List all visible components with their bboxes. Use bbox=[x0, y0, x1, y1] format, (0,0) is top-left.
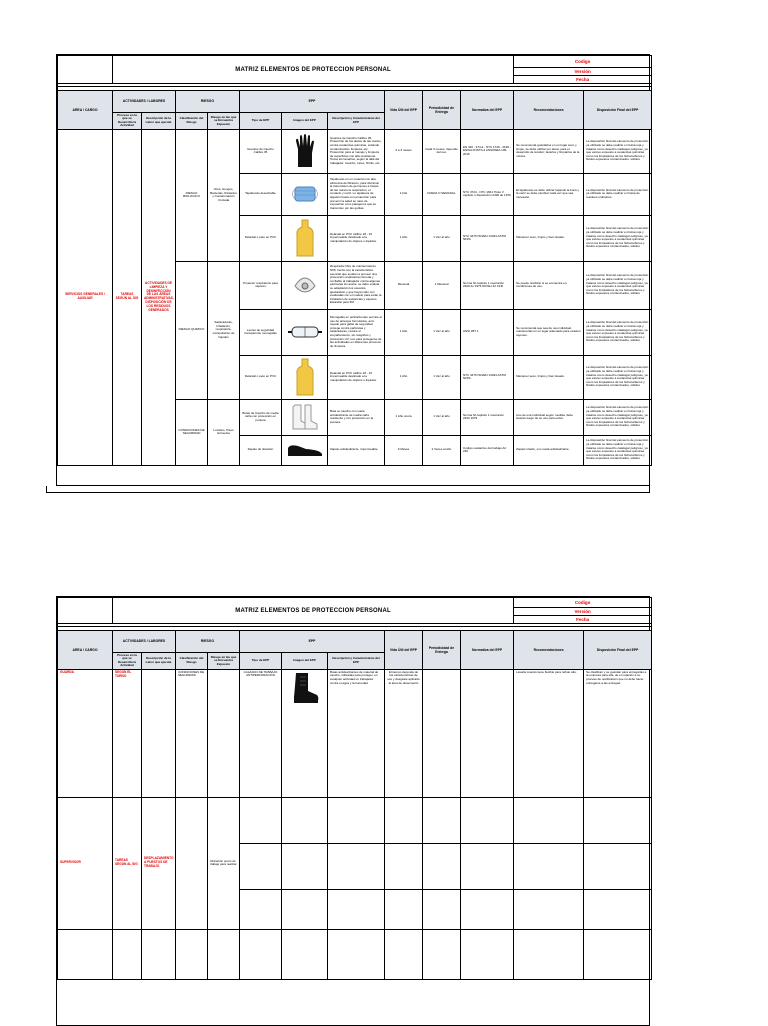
clasificacion-cell bbox=[176, 929, 208, 979]
header-periodicidad: Periodicidad de Entrega bbox=[423, 631, 461, 670]
header-tipo-epp: Tipo de EPP bbox=[240, 113, 282, 130]
table-row bbox=[58, 797, 652, 843]
tipo-epp-cell: Guantes de Caucho Calibre 35 bbox=[240, 129, 282, 173]
descripcion-epp-cell bbox=[328, 843, 385, 889]
header-normativa: Normativa del EPP bbox=[461, 631, 514, 670]
periodicidad-cell bbox=[423, 929, 461, 979]
labor-cell bbox=[142, 929, 176, 979]
header-actividades: ACTIVIDADES / LABORES bbox=[113, 631, 176, 653]
normativa-cell: Norma NI capitulo 1 resolución 2400 1979 bbox=[461, 399, 514, 435]
matrix-sheet-2 bbox=[56, 596, 650, 1026]
area-cargo-cell bbox=[58, 929, 113, 979]
recomendaciones-cell bbox=[514, 929, 584, 979]
disposicion-cell: La disposición final del elemento de protección ya utilizado se debe realizar en bolsa roja y tratarse como desecho catalogar peligroso, ya que estuvo expuesto a sustancias químicas como los limpiadores de los hidrocarburos y fluidos expuestos contaminados, sólidos bbox=[584, 399, 652, 435]
tipo-epp-cell: Delantal o peto en PVC bbox=[240, 355, 282, 399]
header-riesgo-expuesto: Riesgo en las que se Encuentra Expuesto bbox=[208, 653, 240, 670]
periodicidad-cell bbox=[423, 669, 461, 797]
vida-util-cell bbox=[385, 929, 423, 979]
periodicidad-cell bbox=[423, 797, 461, 843]
disposicion-cell: La disposición final del elemento de protección ya utilizado se debe realizar en bolsa roja y tratarse como desecho catalogar peligroso, ya que estuvo expuesto a sustancias químicas como los limpiadores de los hidrocarburos y fluidos expuestos contaminados, sólidos bbox=[584, 261, 652, 309]
normativa-cell bbox=[461, 929, 514, 979]
epp-image-cell bbox=[282, 889, 328, 929]
shoe-icon bbox=[286, 442, 324, 458]
vida-util-cell: 1 Año bbox=[385, 215, 423, 261]
vida-util-cell: 1 Año bbox=[385, 355, 423, 399]
version-label: Versión bbox=[514, 68, 652, 76]
descripcion-epp-cell bbox=[328, 797, 385, 843]
epp-matrix-table-2 bbox=[57, 597, 652, 980]
tipo-epp-cell: Zapato de dotación bbox=[240, 435, 282, 465]
tipo-epp-cell: Delantal o peto en PVC bbox=[240, 215, 282, 261]
epp-image-cell bbox=[282, 355, 328, 399]
vida-util-cell: Mensual bbox=[385, 261, 423, 309]
epp-image-cell bbox=[282, 261, 328, 309]
header-disposicion: Disposición Final del EPP bbox=[584, 91, 652, 130]
header-imagen-epp: Imagen del EPP bbox=[282, 113, 328, 130]
epp-image-cell bbox=[282, 669, 328, 797]
header-epp: EPP bbox=[240, 631, 385, 653]
recomendaciones-cell: Se recomienda guardarlos en un lugar seco y limpio, se debe utilizar por tarea, para el desarrollo de la labor; lavarlos y limpiarlos de la misma. bbox=[514, 129, 584, 173]
periodicidad-cell: 1 Mensual bbox=[423, 261, 461, 309]
tipo-epp-cell bbox=[240, 889, 282, 929]
normativa-cell: Norma NI capitulo 1 resolución 2400 de 1979 NIOSH 42 CFR bbox=[461, 261, 514, 309]
table-row bbox=[58, 669, 652, 797]
header-vida-util: Vida Útil del EPP bbox=[385, 631, 423, 670]
recomendaciones-cell bbox=[514, 889, 584, 929]
descripcion-epp-cell bbox=[328, 929, 385, 979]
recomendaciones-cell: Se recomienda que sea de uso individual, mantenerlas en un lugar adecuado para ocasión rayones. bbox=[514, 309, 584, 355]
descripcion-epp-cell: Monogafas en policarbonato permite el uso de anteojos formulados, anti-rayado para gafas de seguridad, protege contra partículas y salpicaduras, reduce el empañamiento, sin rasguños y protección UV; uso para protegerse de las actividades en diferentes procesos de limpieza. bbox=[328, 309, 385, 355]
periodicidad-cell bbox=[423, 889, 461, 929]
header-descripcion-epp: Descripción y Características del EPP bbox=[328, 113, 385, 130]
header-area: AREA / CARGO bbox=[58, 91, 113, 130]
normativa-cell bbox=[461, 669, 514, 797]
periodicidad-cell: 1 Vez al año bbox=[423, 215, 461, 261]
disposicion-cell bbox=[584, 843, 652, 889]
recomendaciones-cell: Zapato Usarlo, con suela antideslizante. bbox=[514, 435, 584, 465]
disposicion-cell: La disposición final del elemento de protección ya utilizado se debe realizar en bolsa de residuos ordinarios. bbox=[584, 173, 652, 215]
descripcion-epp-cell: Botas antideslizantes de material de caucho, utilizadas para proteger, en cualquier actividad un trabajador contra el agua y la humedad bbox=[328, 669, 385, 797]
header-clasificacion: Clasificación del Riesgo bbox=[176, 653, 208, 670]
periodicidad-cell: Cada 3 meses, depende del uso bbox=[423, 129, 461, 173]
recomendaciones-cell: Mantener seco, limpio y bien lavado. bbox=[514, 355, 584, 399]
recomendaciones-cell bbox=[514, 843, 584, 889]
descripcion-epp-cell: Respirador libre de mantenimiento N95, hecho con la característica esencial que ayudan a proveer una protección respiratoria cómoda y confiable al trabajador contra algunas partículas sin aceite, se debe evaluar su adaptación los usuarios, ajustándolo y que hayan sido con evaluadas con el modelo para evitar la inhalación de sustancias y vapores. Estándar para 3M bbox=[328, 261, 385, 309]
header-imagen-epp: Imagen del EPP bbox=[282, 653, 328, 670]
header-normativa: Normativa del EPP bbox=[461, 91, 514, 130]
document-title: MATRIZ ELEMENTOS DE PROTECCION PERSONAL bbox=[113, 56, 514, 84]
matrix-sheet-1 bbox=[56, 54, 650, 486]
clasificacion-cell: RIESGO QUIMICO bbox=[176, 261, 208, 399]
area-cargo-cell: SUPERVISOR bbox=[58, 797, 113, 929]
header-clasificacion: Clasificación del Riesgo bbox=[176, 113, 208, 130]
version-label: Versión bbox=[514, 608, 652, 616]
normativa-cell: Código sustantivo del trabajo Art 230 bbox=[461, 435, 514, 465]
recomendaciones-cell: El tapabocas se debe utilizar tapando la boca y la nariz se debe cambiar cada vez que sea necesario. bbox=[514, 173, 584, 215]
table-row bbox=[58, 929, 652, 979]
vida-util-cell: 2 a 3 meses bbox=[385, 129, 423, 173]
vida-util-cell: 6 Meses bbox=[385, 435, 423, 465]
codigo-label: Codigo bbox=[514, 598, 652, 608]
proceso-cell bbox=[113, 929, 142, 979]
header-disposicion: Disposición Final del EPP bbox=[584, 631, 652, 670]
header-descripcion-epp: Descripción y Características del EPP bbox=[328, 653, 385, 670]
periodicidad-cell: 1 Vez al año bbox=[423, 355, 461, 399]
tipo-epp-cell: CALZADO DE TRABAJO ANTIPERFORACIÓN bbox=[240, 669, 282, 797]
apron-icon bbox=[295, 358, 315, 396]
header-actividades: ACTIVIDADES / LABORES bbox=[113, 91, 176, 113]
normativa-cell: NTC 4475 ISO/EN 13034 ASTM NFPA bbox=[461, 215, 514, 261]
descripcion-epp-cell: Delantal en PVC calibre 18 - 16 impermeable destinado a la manipulación de objetos o líquidos. bbox=[328, 215, 385, 261]
clasificacion-cell: CONDICIONES DE SEGURIDAD bbox=[176, 669, 208, 797]
disposicion-cell bbox=[584, 929, 652, 979]
recomendaciones-cell: Uso de una Individual según medida, debe lavarse luego de su uso para evitar. bbox=[514, 399, 584, 435]
riesgo-expuesto-cell: Ubicación punto de trabajo para realizar bbox=[208, 797, 240, 929]
normativa-cell: EN 420 - 374-2 - NTC 1726 - 2190 - ENISA FNSTS-3 ANSI/ISEA 105-2016 bbox=[461, 129, 514, 173]
disposicion-cell: La disposición final del elemento de protección ya utilizado se debe realizar en bolsa roja y tratarse como desecho catalogar peligroso, ya que estuvo expuesto a sustancias químicas como los limpiadores de los hidrocarburos y fluidos expuestos contaminados, sólidos bbox=[584, 435, 652, 465]
disposicion-cell: La disposición final del elemento de protección ya utilizado se debe realizar en bolsa roja y tratarse como desecho catalogar peligroso, ya que estuvo expuesto a sustancias químicas como los limpiadores de los hidrocarburos y fluidos expuestos contaminados, sólidos bbox=[584, 215, 652, 261]
tipo-epp-cell: Protector respiratorio para vapores bbox=[240, 261, 282, 309]
tipo-epp-cell bbox=[240, 929, 282, 979]
disposicion-cell bbox=[584, 889, 652, 929]
vida-util-cell bbox=[385, 797, 423, 843]
recomendaciones-cell: Se puede reutilizar si se encuentra en condiciones de uso. bbox=[514, 261, 584, 309]
epp-matrix-table-1 bbox=[57, 55, 652, 466]
proceso-cell: TAREAS SEGÚN AL SIG bbox=[113, 129, 142, 465]
vida-util-cell: El tiempo depende de las características de uso y desgaste aplicado al área de desempeño bbox=[385, 669, 423, 797]
fecha-label: Fecha bbox=[514, 76, 652, 84]
periodicidad-cell: 1 Vez al año bbox=[423, 309, 461, 355]
tipo-epp-cell bbox=[240, 843, 282, 889]
clasificacion-cell bbox=[176, 797, 208, 929]
vida-util-cell bbox=[385, 889, 423, 929]
area-cargo-cell: GUARDA bbox=[58, 669, 113, 797]
epp-image-cell bbox=[282, 929, 328, 979]
normativa-cell: NTC 4475 ISO/EN 13034 ASTM NFPA bbox=[461, 355, 514, 399]
header-descripcion-labor: Descripción de la Labor que ejecuta bbox=[142, 653, 176, 670]
riesgo-expuesto-cell: Locativo, Pisos Húmedos bbox=[208, 399, 240, 465]
work-boot-icon bbox=[290, 671, 320, 705]
periodicidad-cell bbox=[423, 843, 461, 889]
recomendaciones-cell: Mantener seco, limpio y bien lavado. bbox=[514, 215, 584, 261]
vida-util-cell: 1 Año uno/a bbox=[385, 399, 423, 435]
header-riesgo: RIESGO bbox=[176, 631, 240, 653]
labor-cell: ACTIVIDADES DE LIMPIEZA Y DESINFECCIÓN DE LAS ÁREAS ADMINISTRATIVAS, DISPOSICIÓN DE LOS RESIDUOS GENERADOS bbox=[142, 129, 176, 465]
epp-image-cell bbox=[282, 129, 328, 173]
clasificacion-cell: CONDICIONES DE SEGURIDAD bbox=[176, 399, 208, 465]
periodicidad-cell: DIARIA O SEMANAL bbox=[423, 173, 461, 215]
logo-cell bbox=[58, 598, 113, 624]
epp-image-cell bbox=[282, 173, 328, 215]
header-periodicidad: Periodicidad de Entrega bbox=[423, 91, 461, 130]
header-proceso: Proceso en la que se Desarrolla la Actividad bbox=[113, 113, 142, 130]
header-epp: EPP bbox=[240, 91, 385, 113]
descripcion-epp-cell: Zapato antideslizante, impermeable bbox=[328, 435, 385, 465]
header-riesgo: RIESGO bbox=[176, 91, 240, 113]
riesgo-expuesto-cell bbox=[208, 669, 240, 797]
normativa-cell bbox=[461, 843, 514, 889]
disposicion-cell: Se clasifican y se guardan para entregarlas a la empresa para ella, de en relación a su proceso de reutilización que no debe hacer entregarse a las entregas. bbox=[584, 669, 652, 797]
epp-image-cell bbox=[282, 843, 328, 889]
descripcion-epp-cell bbox=[328, 889, 385, 929]
apron-icon bbox=[295, 219, 315, 257]
boot-icon bbox=[291, 403, 319, 431]
labor-cell bbox=[142, 669, 176, 797]
labor-cell: DESPLAZAMIENTO A PUESTOS DE TRABAJO bbox=[142, 797, 176, 929]
header-proceso: Proceso en la que se Desarrolla la Actividad bbox=[113, 653, 142, 670]
normativa-cell: ANSI Z87.1 bbox=[461, 309, 514, 355]
header-vida-util: Vida Útil del EPP bbox=[385, 91, 423, 130]
table-row bbox=[58, 129, 652, 173]
header-area: AREA / CARGO bbox=[58, 631, 113, 670]
normativa-cell: NTC 3724 - NTC 1661 Titulo V capitulo 1 Resolución 2400 de 1979 bbox=[461, 173, 514, 215]
logo-cell bbox=[58, 56, 113, 84]
respirator-icon bbox=[293, 274, 317, 296]
recomendaciones-cell: Lavarla cuando tiene flexible para refinar alto. bbox=[514, 669, 584, 797]
glove-icon bbox=[294, 133, 316, 169]
disposicion-cell: La disposición final del elemento de protección ya utilizado se debe realizar en bolsa roja y tratarse como desecho catalogar peligroso, ya que estuvo expuesto a sustancias químicas como los limpiadores de los hidrocarburos y fluidos expuestos contaminados, sólidos bbox=[584, 355, 652, 399]
descripcion-epp-cell: Guantes de Caucho Calibre 35, Protección de los dedos de las manos, contra sustancias químicas, evitando contaminación, limpieza, etc. Protección para el manejo y limpieza de superficies con alta resistencia. Todos los tamaños, según la talla del trabajador. Caucho, Latex, Nitrilo, etc. bbox=[328, 129, 385, 173]
vida-util-cell bbox=[385, 843, 423, 889]
document-title: MATRIZ ELEMENTOS DE PROTECCION PERSONAL bbox=[113, 598, 514, 624]
descripcion-epp-cell: Delantal en PVC calibre 18 - 16 impermeable destinado a la manipulación de objetos o líquidos. bbox=[328, 355, 385, 399]
vida-util-cell: 1 Día bbox=[385, 173, 423, 215]
descripcion-epp-cell: Tapabocas en un material con alta eficiencia de filtración, para disminuir la transmisión de gérmenes a través de las manos la respiración, el contacto y nariz. Lo tapaboca de algodón hasta con protección para prevenir la salud en caso de exposición a los patógenos que se transmiten por las gotitas. bbox=[328, 173, 385, 215]
sheet-bottom-border bbox=[46, 486, 650, 493]
tipo-epp-cell: Botas de Caucho de media caña con protección en puntera bbox=[240, 399, 282, 435]
periodicidad-cell: 2 Veces al año bbox=[423, 435, 461, 465]
header-recomendaciones: Recomendaciones bbox=[514, 91, 584, 130]
descripcion-epp-cell: Bota en caucho con suela antideslizante de media caña resistente y con protección en la puntera. bbox=[328, 399, 385, 435]
disposicion-cell: La disposición final del elemento de protección ya utilizado se debe realizar en bolsa roja y tratarse como desecho catalogar peligroso, ya que estuvo expuesto a sustancias químicas como los limpiadores de los hidrocarburos y fluidos expuestos contaminados, sólidos bbox=[584, 129, 652, 173]
recomendaciones-cell bbox=[514, 797, 584, 843]
header-recomendaciones: Recomendaciones bbox=[514, 631, 584, 670]
tipo-epp-cell: Tapabocas desechable bbox=[240, 173, 282, 215]
normativa-cell bbox=[461, 889, 514, 929]
mask-icon bbox=[290, 183, 320, 205]
clasificacion-cell: RIESGO BIOLOGICO bbox=[176, 129, 208, 261]
tipo-epp-cell: Lentes de seguridad transparente monogafas bbox=[240, 309, 282, 355]
tipo-epp-cell bbox=[240, 797, 282, 843]
epp-image-cell bbox=[282, 797, 328, 843]
vida-util-cell: 1 Año bbox=[385, 309, 423, 355]
proceso-cell: TAREAS SEGÚN AL SIG bbox=[113, 797, 142, 929]
goggles-icon bbox=[288, 324, 322, 340]
normativa-cell bbox=[461, 797, 514, 843]
periodicidad-cell: 1 Vez al año bbox=[423, 399, 461, 435]
header-descripcion-labor: Descripción de la Labor que ejecuta bbox=[142, 113, 176, 130]
codigo-label: Codigo bbox=[514, 56, 652, 68]
header-tipo-epp: Tipo de EPP bbox=[240, 653, 282, 670]
proceso-cell: SEGÚN EL TURNO bbox=[113, 669, 142, 797]
riesgo-expuesto-cell: Virus, Hongos, Bacterias, Parásitos y Contaminación Cruzada bbox=[208, 129, 240, 261]
riesgo-expuesto-cell: Salpicaduras, Inhalación, respiratoria, manipulación de líquidos bbox=[208, 261, 240, 399]
epp-image-cell bbox=[282, 435, 328, 465]
epp-image-cell bbox=[282, 215, 328, 261]
riesgo-expuesto-cell bbox=[208, 929, 240, 979]
epp-image-cell bbox=[282, 309, 328, 355]
disposicion-cell bbox=[584, 797, 652, 843]
epp-image-cell bbox=[282, 399, 328, 435]
area-cargo-cell: SERVICIOS GENERALES / AUXILIAR bbox=[58, 129, 113, 465]
disposicion-cell: La disposición final del elemento de protección ya utilizado se debe realizar en bolsa roja y tratarse como desecho catalogar peligroso, ya que estuvo expuesto a sustancias químicas como los limpiadores de los hidrocarburos y fluidos expuestos contaminados, sólidos bbox=[584, 309, 652, 355]
header-riesgo-expuesto: Riesgo en las que se Encuentra Expuesto bbox=[208, 113, 240, 130]
fecha-label: Fecha bbox=[514, 616, 652, 624]
